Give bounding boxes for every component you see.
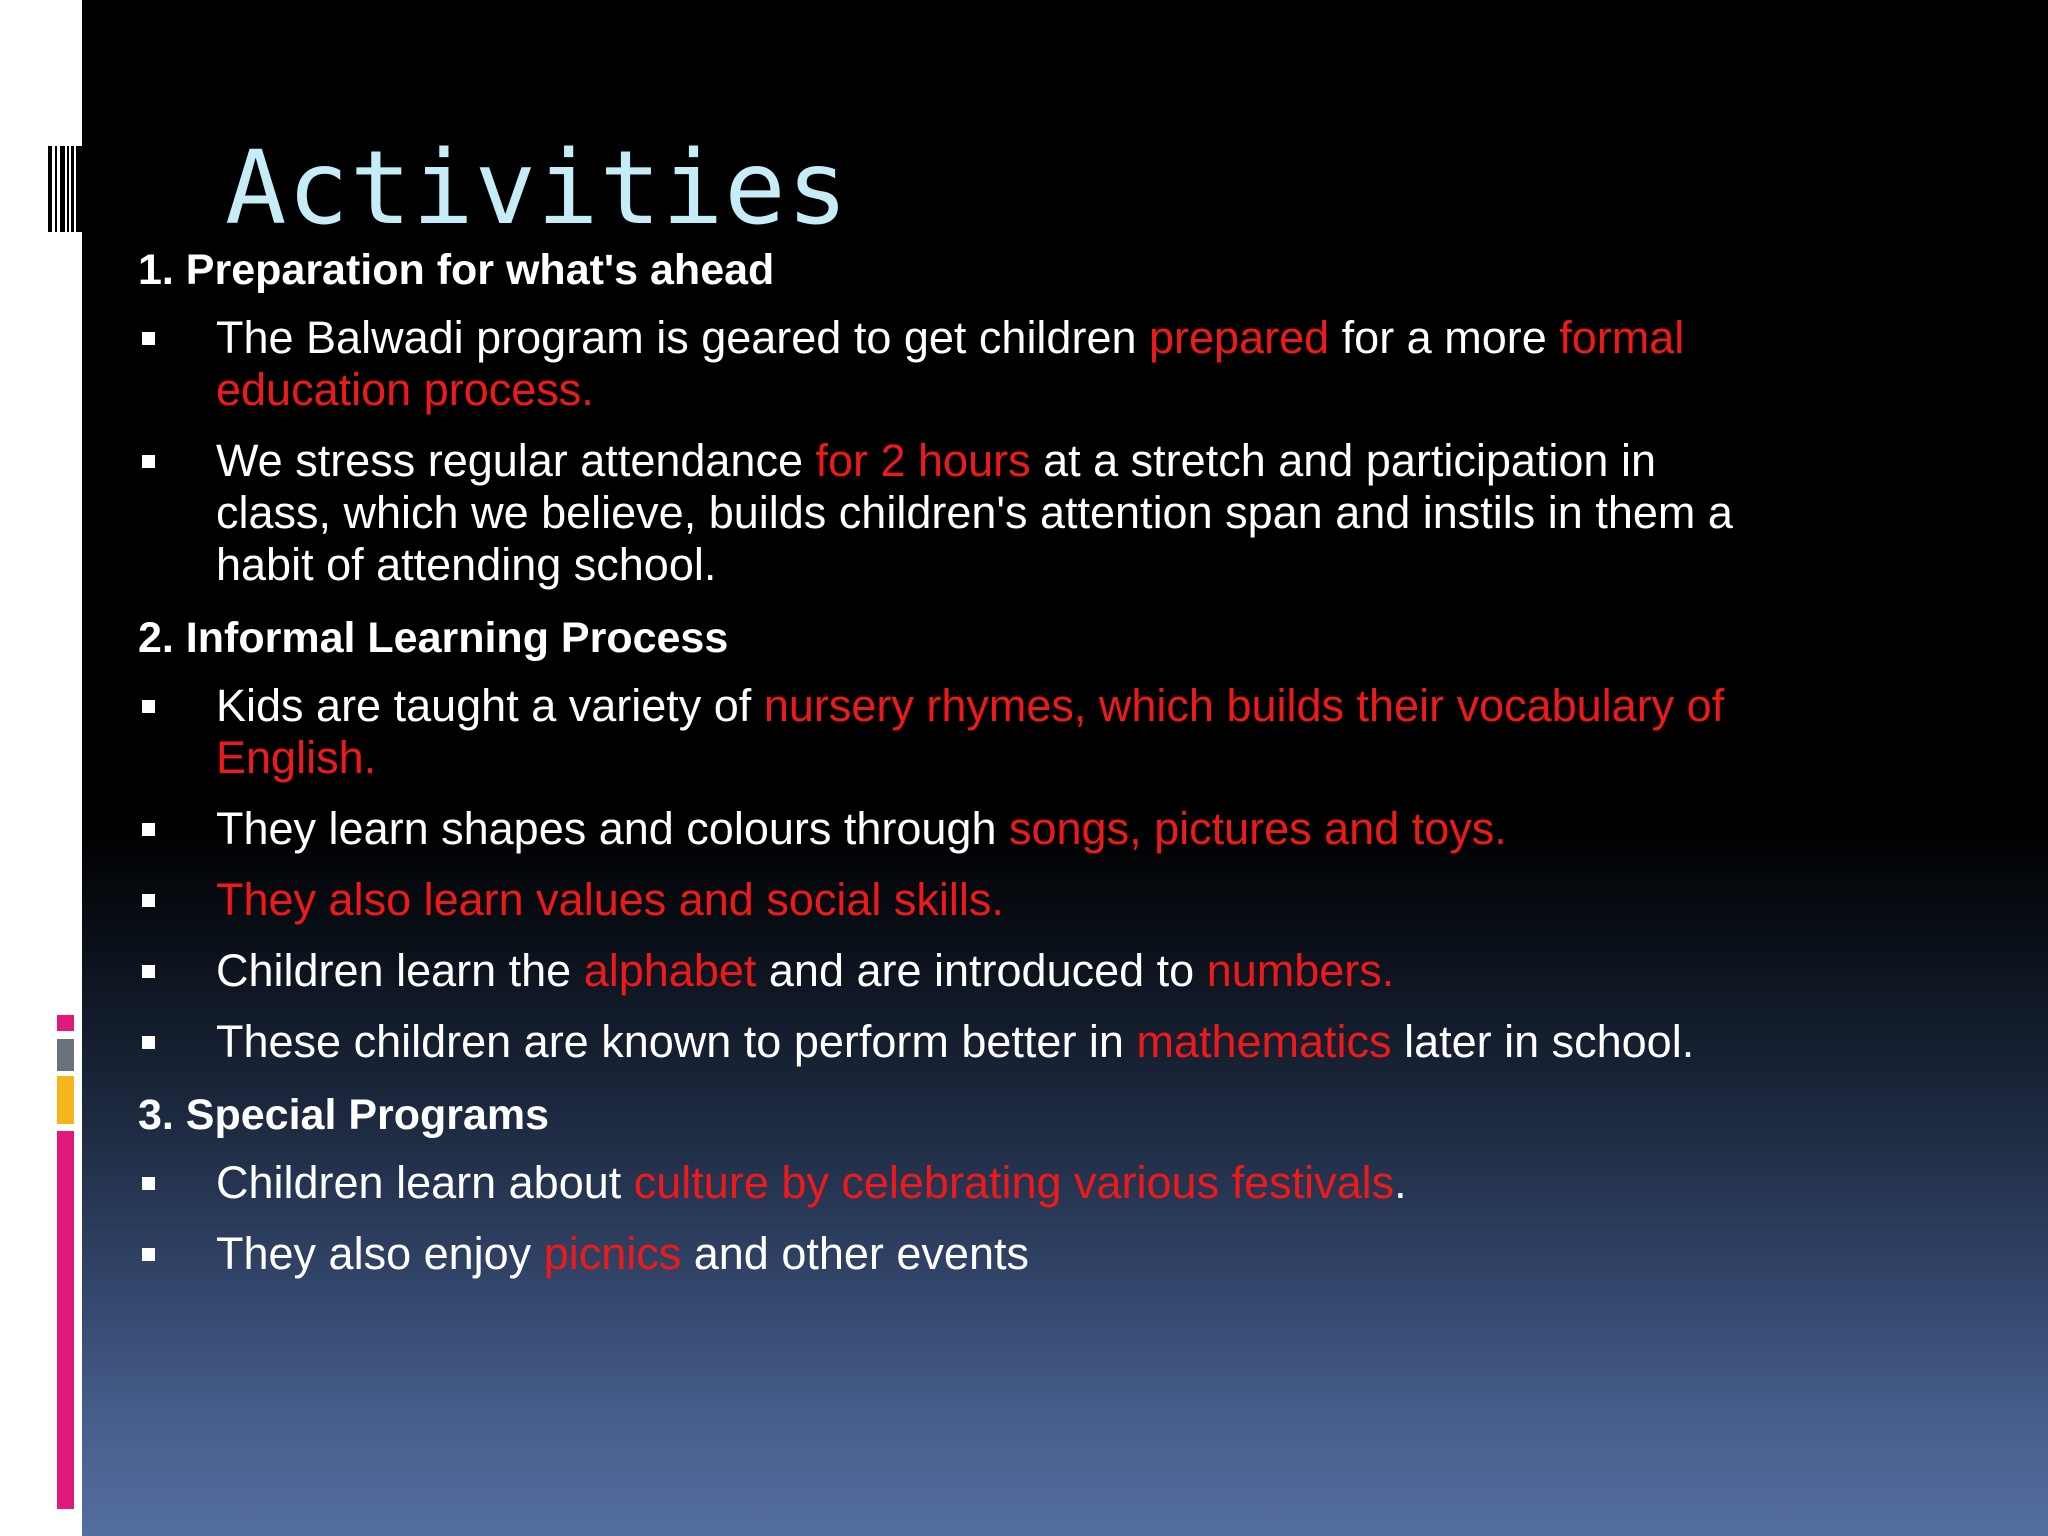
bullet-line (216, 487, 2008, 539)
highlighted-text: culture by celebrating various festivals (633, 1157, 1395, 1208)
body-text: We stress regular attendance (216, 435, 816, 486)
highlighted-text: songs, pictures and toys. (1009, 803, 1507, 854)
bullet-line (216, 1157, 2008, 1209)
bullet-line (216, 803, 2008, 855)
square-bullet-icon (142, 823, 155, 836)
accent-strip-gray (57, 1039, 74, 1071)
body-text: later in school. (1391, 1016, 1695, 1067)
highlighted-text: education process. (216, 364, 594, 415)
slide-title: Activities (225, 129, 850, 248)
section-heading: 1. Preparation for what's ahead (138, 246, 775, 294)
bullet-item (138, 803, 2008, 855)
bullet-line (216, 1016, 2008, 1068)
bullet-line (216, 680, 2008, 732)
square-bullet-icon (142, 332, 155, 345)
body-text: . (1394, 1157, 1407, 1208)
bullet-item (138, 874, 2008, 926)
square-bullet-icon (142, 1177, 155, 1190)
accent-strip-pink-small (57, 1015, 74, 1031)
body-text: The Balwadi program is geared to get children (216, 312, 1150, 363)
body-text: class, which we believe, builds children's attention span and instils in them a (216, 487, 1733, 538)
body-text: for a more (1329, 312, 1560, 363)
body-text: Children learn the (216, 945, 584, 996)
decorative-bars (48, 146, 82, 232)
square-bullet-icon (142, 894, 155, 907)
section-heading: 3. Special Programs (138, 1091, 550, 1139)
body-text: Kids are taught a variety of (216, 680, 764, 731)
accent-strip-yellow (57, 1076, 74, 1124)
bullet-line (216, 435, 2008, 487)
bullet-item (138, 1016, 2008, 1068)
bullet-line (216, 364, 2008, 416)
highlighted-text: English. (216, 732, 377, 783)
bullet-line (216, 732, 2008, 784)
bullet-item (138, 312, 2008, 416)
bullet-item (138, 945, 2008, 997)
bullet-line (216, 874, 2008, 926)
accent-strip-pink (57, 1131, 74, 1509)
highlighted-text: numbers. (1206, 945, 1395, 996)
body-text: and are introduced to (756, 945, 1207, 996)
body-text: at a stretch and participation in (1030, 435, 1656, 486)
slide-content (138, 242, 2008, 1299)
bullet-line (216, 312, 2008, 364)
highlighted-text: picnics (543, 1228, 682, 1279)
highlighted-text: formal (1559, 312, 1685, 363)
body-text: Children learn about (216, 1157, 634, 1208)
section-heading: 2. Informal Learning Process (138, 614, 729, 662)
body-text: and other events (681, 1228, 1029, 1279)
bullet-item (138, 1157, 2008, 1209)
highlighted-text: for 2 hours (815, 435, 1031, 486)
square-bullet-icon (142, 965, 155, 978)
body-text: habit of attending school. (216, 539, 717, 590)
square-bullet-icon (142, 455, 155, 468)
highlighted-text: mathematics (1136, 1016, 1392, 1067)
highlighted-text: alphabet (583, 945, 757, 996)
square-bullet-icon (142, 1036, 155, 1049)
body-text: These children are known to perform better in (216, 1016, 1137, 1067)
bullet-item (138, 435, 2008, 591)
body-text: They learn shapes and colours through (216, 803, 1009, 854)
bullet-item (138, 680, 2008, 784)
bullet-line (216, 539, 2008, 591)
bullet-line (216, 945, 2008, 997)
highlighted-text: nursery rhymes, which builds their vocabulary of (763, 680, 1725, 731)
body-text: They also enjoy (216, 1228, 544, 1279)
square-bullet-icon (142, 700, 155, 713)
bullet-item (138, 1228, 2008, 1280)
square-bullet-icon (142, 1248, 155, 1261)
highlighted-text: They also learn values and social skills. (216, 874, 1004, 925)
highlighted-text: prepared (1149, 312, 1330, 363)
bullet-line (216, 1228, 2008, 1280)
